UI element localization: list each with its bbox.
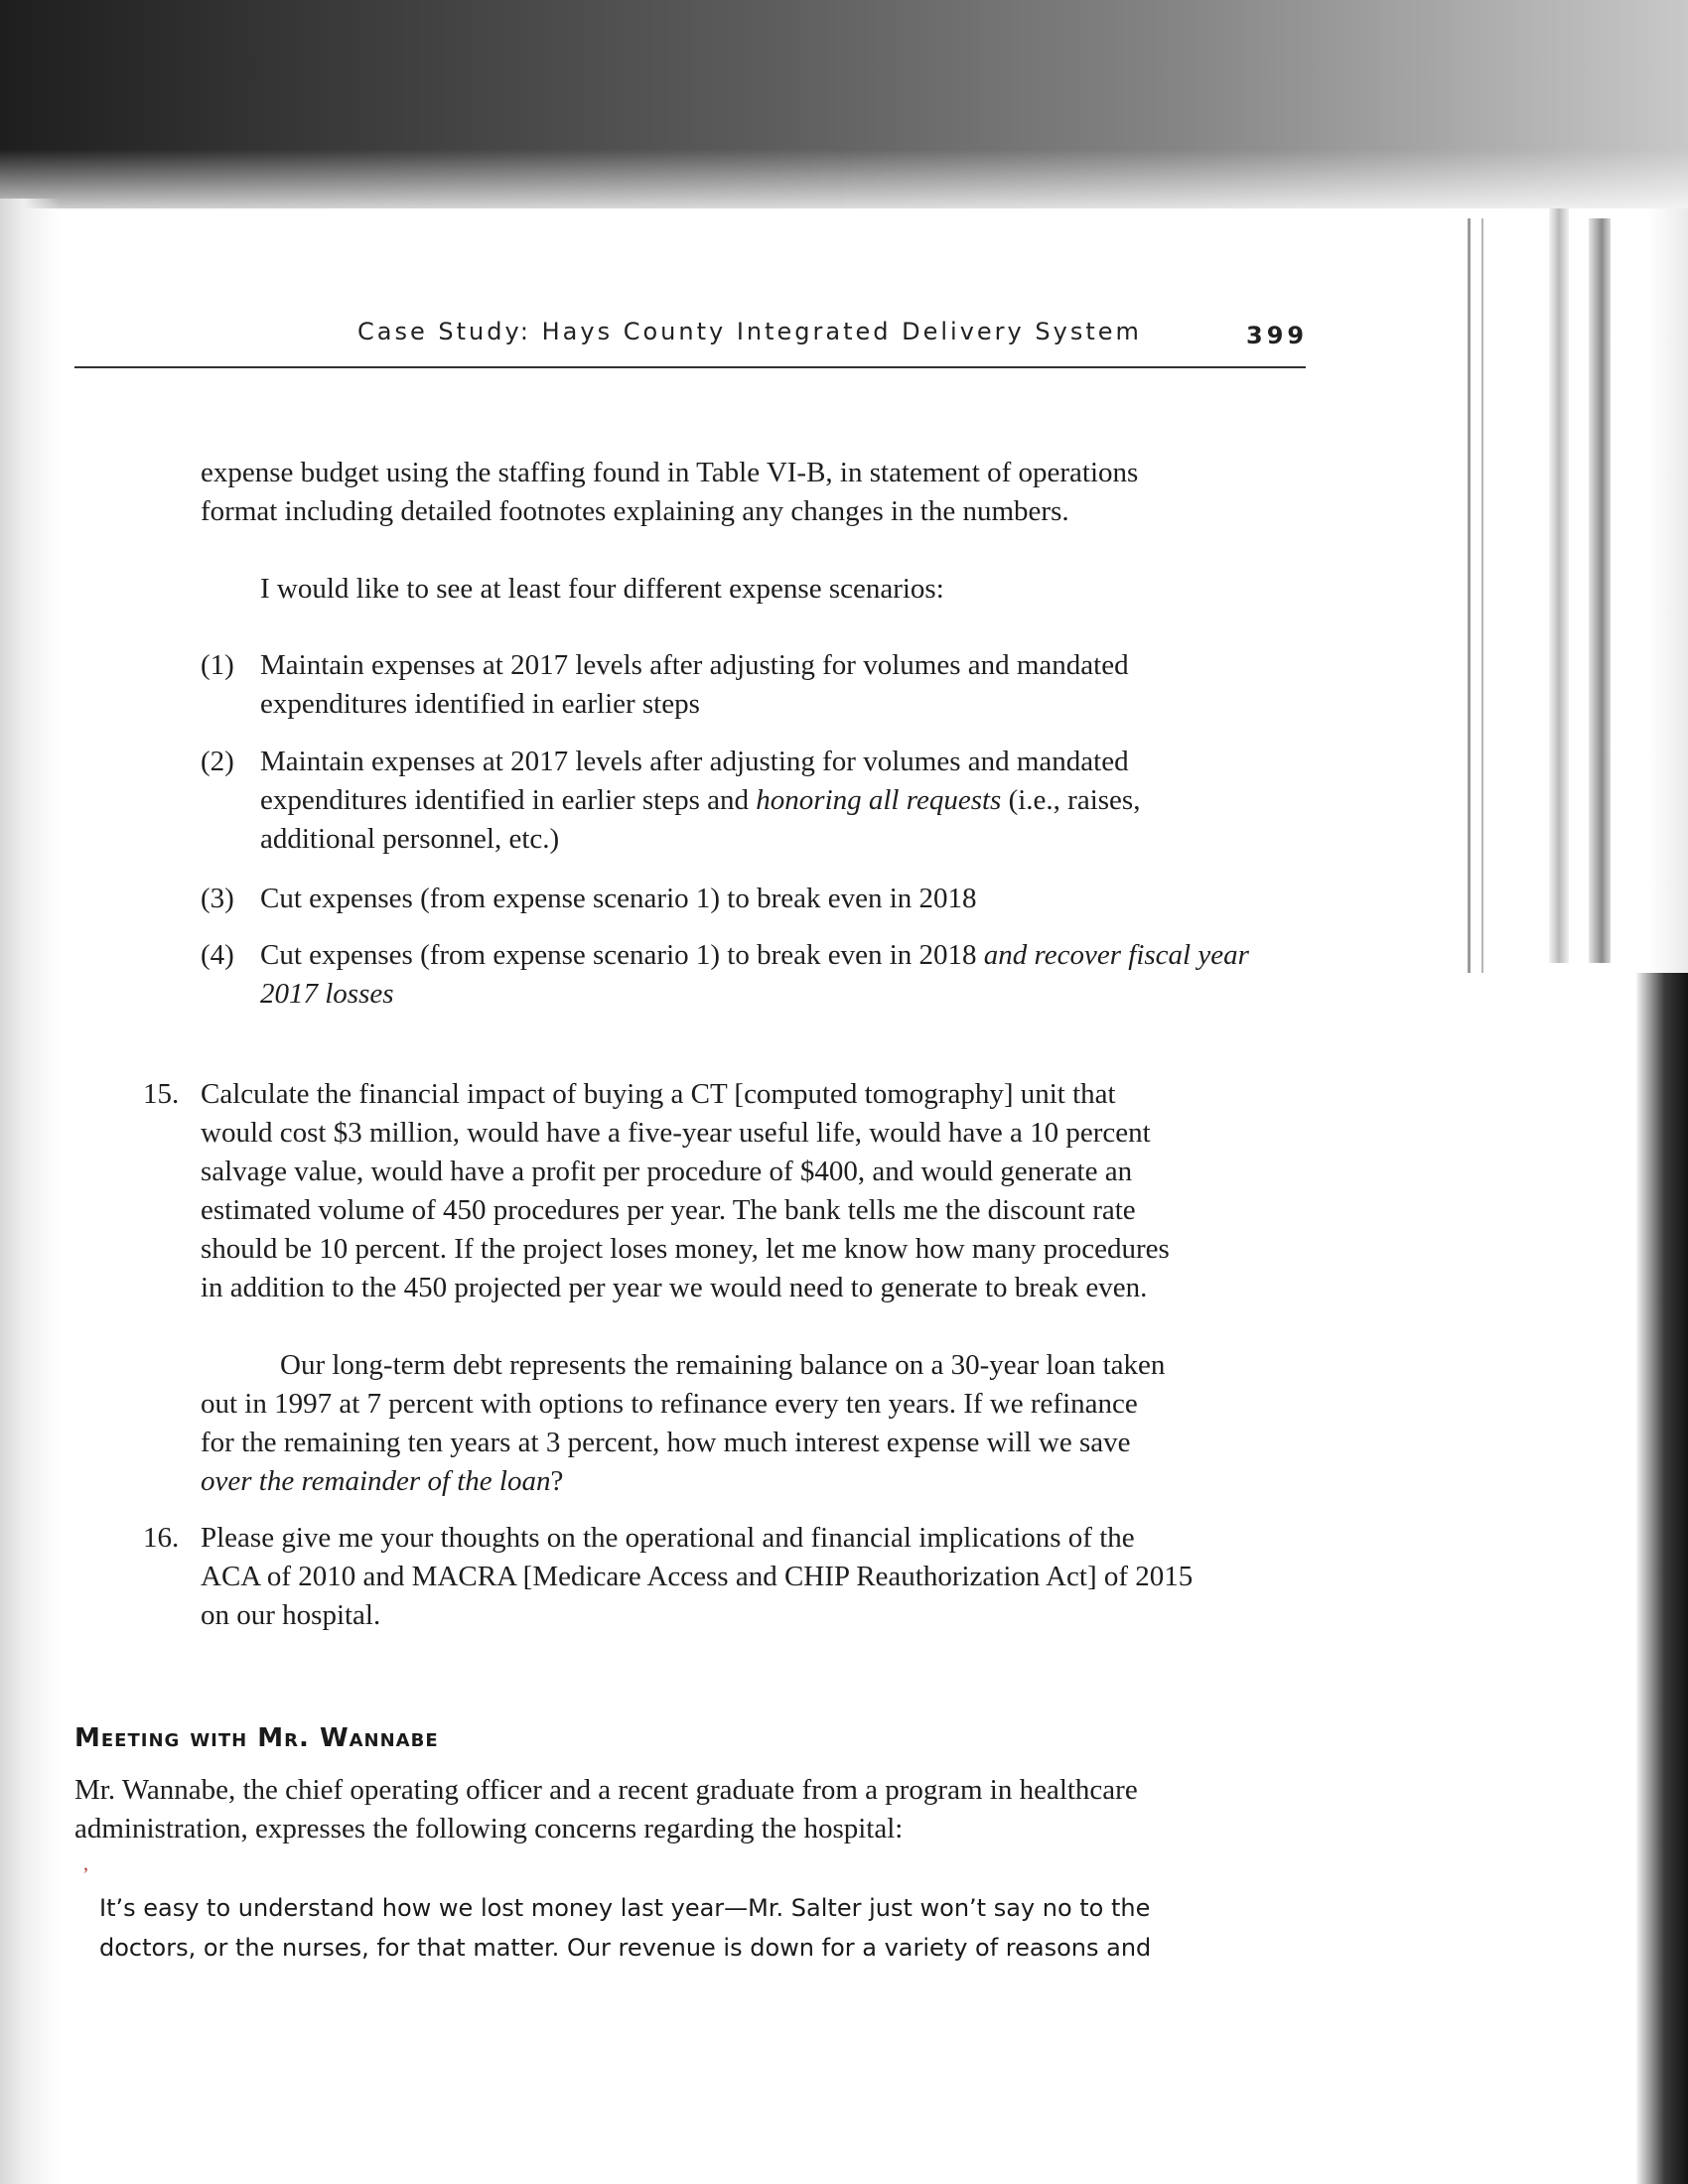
scenario-number: (3) <box>201 883 234 914</box>
emphasis-text: honoring all requests <box>756 784 1002 816</box>
lead-paragraph: expense budget using the staffing found in Table VI-B, in statement of operations format including detailed footnotes explaining any changes in the numbers. <box>201 457 1139 527</box>
emphasis-text: over the remainder of the loan <box>201 1465 551 1497</box>
binding-shadow <box>1589 218 1611 963</box>
binding-shadow <box>1549 208 1569 963</box>
scenario-text: Maintain expenses at 2017 levels after adjusting for volumes and mandated expenditures identified in earlier steps and honoring all requests (i.e., raises, additional personnel, etc.) <box>260 746 1141 855</box>
stray-ink-mark: ʼ <box>82 1864 89 1886</box>
scenario-number: (1) <box>201 649 234 681</box>
scenario-intro: I would like to see at least four different expense scenarios: <box>260 573 944 605</box>
section-heading: Meeting with Mr. Wannabe <box>74 1723 439 1753</box>
binding-line <box>1468 218 1471 973</box>
block-quote: It’s easy to understand how we lost money last year—Mr. Salter just won’t say no to the doctors, or the nurses, for that matter. Our revenue is down for a variety of reasons and <box>99 1894 1152 1962</box>
item-text: Please give me your thoughts on the operational and financial implications of the ACA of 2010 and MACRA [Medicare Access and CHIP Reauthorization Act] of 2015 on our hospital. <box>201 1522 1194 1631</box>
binding-line <box>1481 218 1483 973</box>
scan-shadow-fade <box>0 149 1688 218</box>
page-edge-dark <box>1636 973 1688 2184</box>
item-text: Calculate the financial impact of buying a CT [computed tomography] unit that would cost $3 million, would have a five-year useful life, would have a 10 percent salvage value, would have a profit per procedure of $400, and would generate an estimated volume of 450 procedures per year. The bank tells me the discount rate should be 10 percent. If the project loses money, let me know how many procedures in addition to the 450 projected per year we would need to generate to break even. <box>201 1078 1170 1303</box>
emphasis-text: and recover fiscal year 2017 losses <box>260 939 1249 1010</box>
scenario-text: Cut expenses (from expense scenario 1) to break even in 2018 <box>260 883 977 914</box>
item-number: 15. <box>143 1078 180 1110</box>
scenario-number: (2) <box>201 746 234 777</box>
item-number: 16. <box>143 1522 180 1554</box>
scan-shadow-left <box>0 199 60 2184</box>
scenario-text: Cut expenses (from expense scenario 1) to break even in 2018 and recover fiscal year 2017 losses <box>260 939 1249 1010</box>
scenario-text: Maintain expenses at 2017 levels after adjusting for volumes and mandated expenditures identified in earlier steps <box>260 649 1129 720</box>
page-edge <box>1648 208 1688 973</box>
section-paragraph: Mr. Wannabe, the chief operating officer and a recent graduate from a program in healthcare administration, expresses the following concerns regarding the hospital: <box>74 1774 1138 1844</box>
scenario-number: (4) <box>201 939 234 971</box>
running-head: Case Study: Hays County Integrated Delivery System <box>357 318 1142 345</box>
header-rule <box>74 366 1306 368</box>
item15-second-paragraph: Our long-term debt represents the remaining balance on a 30-year loan taken out in 1997 at 7 percent with options to refinance every ten years. If we refinance for the remaining ten years at 3 percent, how much interest expense will we save over the remainder of the loan? <box>201 1349 1166 1497</box>
page-number: 399 <box>1246 322 1309 349</box>
